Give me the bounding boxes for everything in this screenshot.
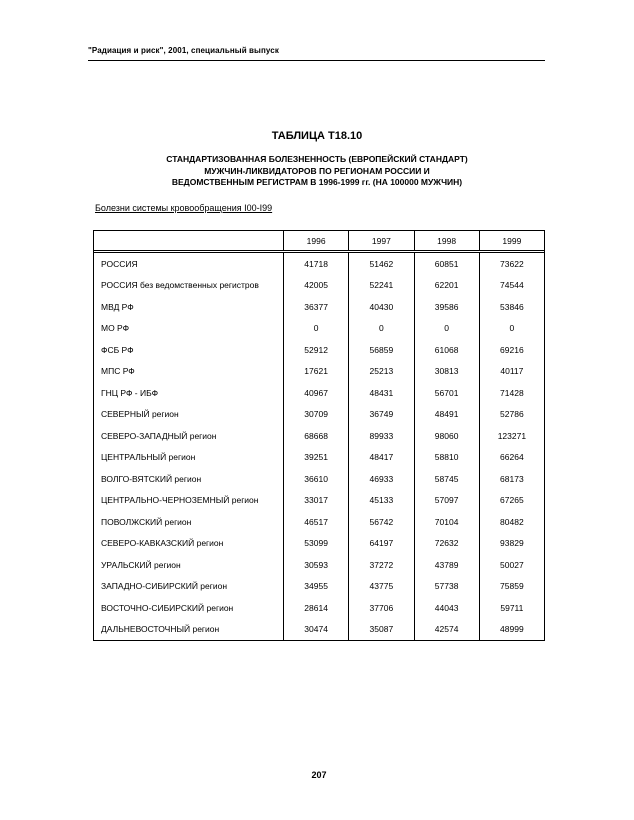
row-value: 41718 [283,253,348,275]
table-title [0,154,634,189]
row-label: МВД РФ [101,301,134,312]
row-value: 58810 [414,447,479,469]
table-row [94,253,544,275]
year-column-header: 1999 [479,231,544,250]
table-row [94,425,544,447]
row-value: 52912 [283,339,348,361]
row-value: 89933 [348,425,413,447]
table-row [94,382,544,404]
row-label: УРАЛЬСКИЙ регион [101,559,181,570]
row-value: 80482 [479,511,544,533]
row-value: 44043 [414,597,479,619]
row-value: 52241 [348,275,413,297]
row-label: ЦЕНТРАЛЬНО-ЧЕРНОЗЕМНЫЙ регион [101,495,259,506]
row-value: 33017 [283,490,348,512]
row-label: ГНЦ РФ - ИБФ [101,387,159,398]
row-value: 56742 [348,511,413,533]
row-value: 45133 [348,490,413,512]
row-value: 30813 [414,361,479,383]
row-value: 53846 [479,296,544,318]
row-value: 28614 [283,597,348,619]
row-value: 40117 [479,361,544,383]
row-label: ФСБ РФ [101,344,134,355]
row-label: ВОСТОЧНО-СИБИРСКИЙ регион [101,602,234,613]
row-value: 36749 [348,404,413,426]
row-label: ДАЛЬНЕВОСТОЧНЫЙ регион [101,624,220,635]
row-label: СЕВЕРНЫЙ регион [101,409,179,420]
table-row [94,339,544,361]
row-value: 36377 [283,296,348,318]
table-row [94,490,544,512]
table-body [94,253,544,640]
row-value: 17621 [283,361,348,383]
row-label: МПС РФ [101,366,135,377]
row-value: 36610 [283,468,348,490]
table-row [94,619,544,641]
row-value: 51462 [348,253,413,275]
table-row [94,468,544,490]
row-value: 48999 [479,619,544,641]
table-header-row [94,231,544,251]
row-value: 71428 [479,382,544,404]
row-label: ЦЕНТРАЛЬНЫЙ регион [101,452,196,463]
row-value: 56701 [414,382,479,404]
table-title-line-3: ВЕДОМСТВЕННЫМ РЕГИСТРАМ В 1996-1999 гг. (НА 100000 МУЖЧИН) [171,177,463,187]
row-value: 39586 [414,296,479,318]
row-value: 0 [283,318,348,340]
table-title-line-1: СТАНДАРТИЗОВАННАЯ БОЛЕЗНЕННОСТЬ (ЕВРОПЕЙСКИЙ СТАНДАРТ) [166,154,468,164]
row-value: 37706 [348,597,413,619]
row-value: 43775 [348,576,413,598]
row-value: 62201 [414,275,479,297]
row-value: 57097 [414,490,479,512]
table-row [94,576,544,598]
row-value: 69216 [479,339,544,361]
section-heading: Болезни системы кровообращения I00-I99 [95,203,273,213]
row-value: 46933 [348,468,413,490]
table-row [94,275,544,297]
header-rule [88,60,545,61]
row-value: 48417 [348,447,413,469]
row-value: 64197 [348,533,413,555]
row-value: 98060 [414,425,479,447]
row-value: 72632 [414,533,479,555]
row-value: 30709 [283,404,348,426]
row-label: ПОВОЛЖСКИЙ регион [101,516,192,527]
row-label: СЕВЕРО-КАВКАЗСКИЙ регион [101,538,224,549]
table-row [94,533,544,555]
row-value: 40430 [348,296,413,318]
row-value: 60851 [414,253,479,275]
row-value: 75859 [479,576,544,598]
row-value: 48491 [414,404,479,426]
year-column-header: 1997 [348,231,413,250]
row-value: 46517 [283,511,348,533]
corner-cell [94,231,283,250]
row-value: 52786 [479,404,544,426]
row-value: 35087 [348,619,413,641]
row-value: 39251 [283,447,348,469]
table-row [94,361,544,383]
row-label: ВОЛГО-ВЯТСКИЙ регион [101,473,202,484]
row-value: 56859 [348,339,413,361]
table-row [94,554,544,576]
row-label: РОССИЯ без ведомственных регистров [101,280,259,291]
row-value: 67265 [479,490,544,512]
row-value: 42574 [414,619,479,641]
table-row [94,404,544,426]
row-value: 0 [414,318,479,340]
row-value: 43789 [414,554,479,576]
row-label: ЗАПАДНО-СИБИРСКИЙ регион [101,581,228,592]
row-value: 42005 [283,275,348,297]
table-row [94,447,544,469]
table-row [94,511,544,533]
table-title-line-2: МУЖЧИН-ЛИКВИДАТОРОВ ПО РЕГИОНАМ РОССИИ И [204,165,430,176]
row-value: 48431 [348,382,413,404]
row-value: 73622 [479,253,544,275]
table-row [94,597,544,619]
row-value: 0 [479,318,544,340]
row-value: 93829 [479,533,544,555]
row-label: РОССИЯ [101,258,138,269]
row-value: 58745 [414,468,479,490]
row-value: 123271 [479,425,544,447]
row-value: 30593 [283,554,348,576]
row-value: 70104 [414,511,479,533]
row-value: 40967 [283,382,348,404]
row-value: 0 [348,318,413,340]
year-column-header: 1998 [414,231,479,250]
row-value: 68668 [283,425,348,447]
row-value: 30474 [283,619,348,641]
row-value: 74544 [479,275,544,297]
row-value: 66264 [479,447,544,469]
row-value: 53099 [283,533,348,555]
row-value: 50027 [479,554,544,576]
table-number-heading: ТАБЛИЦА Т18.10 [271,130,363,142]
row-value: 57738 [414,576,479,598]
row-value: 25213 [348,361,413,383]
row-value: 59711 [479,597,544,619]
table-row [94,296,544,318]
journal-running-header: "Радиация и риск", 2001, специальный выпуск [88,46,279,55]
row-label: СЕВЕРО-ЗАПАДНЫЙ регион [101,430,217,441]
row-label: МО РФ [101,323,130,334]
data-table [93,230,545,641]
row-value: 68173 [479,468,544,490]
table-row [94,318,544,340]
year-column-header: 1996 [283,231,348,250]
row-value: 34955 [283,576,348,598]
row-value: 37272 [348,554,413,576]
page-number: 207 [311,770,327,780]
row-value: 61068 [414,339,479,361]
